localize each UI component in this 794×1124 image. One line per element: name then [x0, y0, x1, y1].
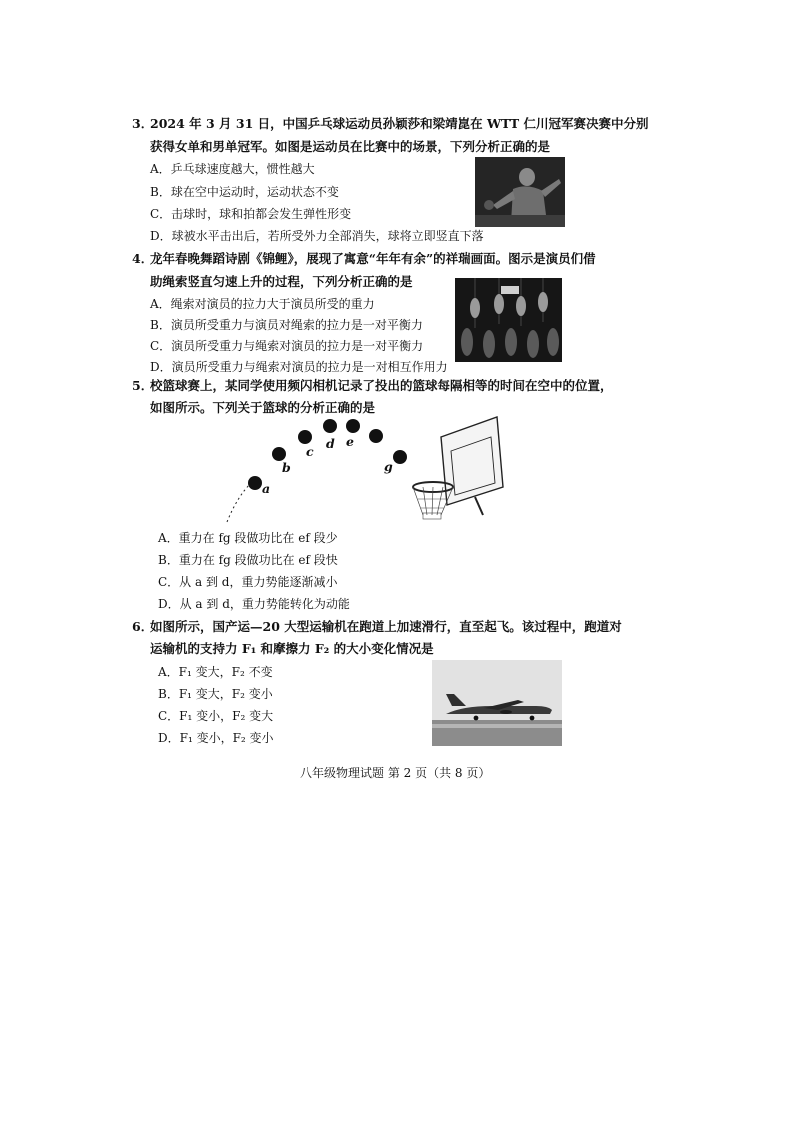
page-footer: 八年级物理试题 第 2 页（共 8 页）	[300, 766, 491, 780]
q3-number: 3．	[132, 116, 154, 131]
q4-number: 4．	[132, 251, 154, 266]
q5-number: 5．	[132, 378, 154, 393]
q6-stem-line2: 运输机的支持力 F₁ 和摩擦力 F₂ 的大小变化情况是	[150, 641, 434, 656]
q3-option-b: B．球在空中运动时，运动状态不变	[150, 185, 339, 199]
q5-stem-line2: 如图所示。下列关于篮球的分析正确的是	[150, 400, 376, 415]
ball-c	[298, 430, 312, 444]
q4-stem-line1: 龙年春晚舞蹈诗剧《锦鲤》，展现了寓意“年年有余”的祥瑞画面。图示是演员们借	[150, 251, 596, 266]
q3-stem-line1: 2024 年 3 月 31 日，中国乒乓球运动员孙颖莎和梁靖崑在 WTT 仁川冠军赛决赛中分别	[150, 116, 649, 131]
q4-option-a: A．绳索对演员的拉力大于演员所受的重力	[150, 297, 375, 311]
q4-option-d: D．演员所受重力与绳索对演员的拉力是一对相互作用力	[150, 360, 448, 374]
q6-stem-line1: 如图所示，国产运—20 大型运输机在跑道上加速滑行，直至起飞。该过程中，跑道对	[150, 619, 622, 634]
q6-option-c: C．F₁ 变小，F₂ 变大	[158, 709, 274, 723]
ball-a	[248, 476, 262, 490]
q5-option-b: B．重力在 fg 段做功比在 ef 段快	[158, 553, 338, 567]
ball-b	[272, 447, 286, 461]
ball-g	[393, 450, 407, 464]
ball-e	[346, 419, 360, 433]
dance-performance-photo	[455, 278, 562, 362]
q5-stem-line1: 校篮球赛上，某同学使用频闪相机记录了投出的篮球每隔相等的时间在空中的位置，	[150, 378, 613, 393]
label-g: g	[384, 459, 393, 474]
q3-stem-line2: 获得女单和男单冠军。如图是运动员在比赛中的场景，下列分析正确的是	[150, 139, 551, 154]
q5-option-a: A．重力在 fg 段做功比在 ef 段少	[158, 531, 338, 545]
q6-number: 6．	[132, 619, 154, 634]
q3-option-a: A．乒乓球速度越大，惯性越大	[150, 162, 315, 176]
q4-option-b: B．演员所受重力与演员对绳索的拉力是一对平衡力	[150, 318, 423, 332]
label-b: b	[282, 460, 291, 475]
q6-option-b: B．F₁ 变大，F₂ 变小	[158, 687, 273, 701]
q6-option-d: D．F₁ 变小，F₂ 变小	[158, 731, 274, 745]
q6-option-a: A．F₁ 变大，F₂ 不变	[158, 665, 273, 679]
q3-option-c: C．击球时，球和拍都会发生弹性形变	[150, 207, 352, 221]
q4-stem-line2: 助绳索竖直匀速上升的过程，下列分析正确的是	[150, 274, 413, 289]
label-a: a	[262, 481, 271, 496]
table-tennis-photo	[475, 157, 565, 227]
label-e: e	[346, 434, 354, 449]
label-c: c	[306, 444, 314, 459]
q5-option-c: C．从 a 到 d，重力势能逐渐减小	[158, 575, 338, 589]
q4-option-c: C．演员所受重力与绳索对演员的拉力是一对平衡力	[150, 339, 424, 353]
q5-option-d: D．从 a 到 d，重力势能转化为动能	[158, 597, 350, 611]
ball-f	[369, 429, 383, 443]
label-d: d	[326, 436, 335, 451]
basketball-trajectory-figure	[215, 415, 515, 525]
q3-option-d: D．球被水平击出后，若所受外力全部消失，球将立即竖直下落	[150, 229, 484, 243]
ball-d	[323, 419, 337, 433]
transport-aircraft-photo	[432, 660, 562, 746]
